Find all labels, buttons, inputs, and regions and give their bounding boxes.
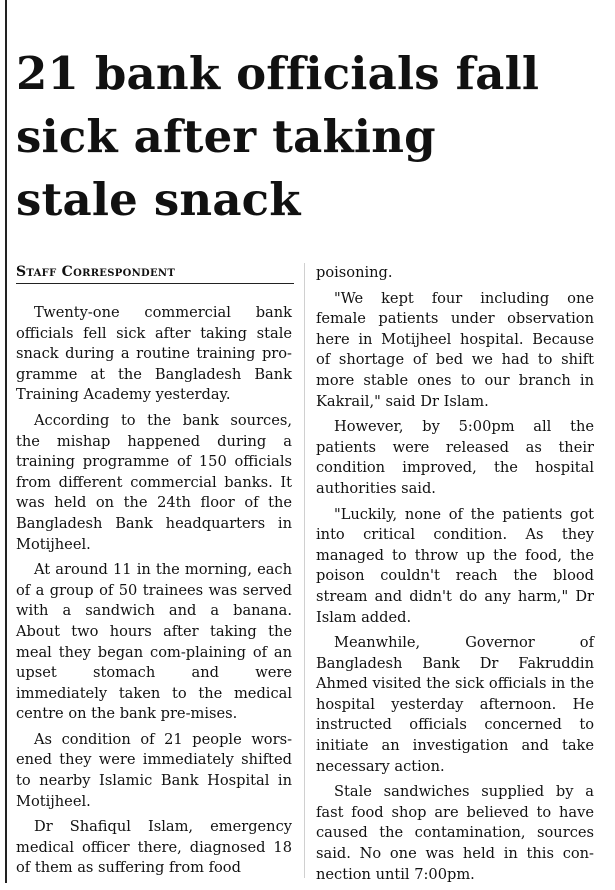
paragraph: "We kept four including one female patients under observation here in Motijheel hospital. Because of shortage of bed we had to shift more stable ones to our branch in Kakrail," said Dr Islam. <box>316 289 594 410</box>
paragraph: However, by 5:00pm all the patients were released as their condition improved, the hospital authorities said. <box>316 418 594 497</box>
paragraph: Twenty-one commercial bank officials fell sick after taking stale snack during a routine training pro-gramme at the Bangladesh Bank Training Academy yesterday. <box>16 304 292 404</box>
right-column <box>316 263 594 890</box>
paragraph: At around 11 in the morning, each of a group of 50 trainees was served with a sandwich and a banana. About two hours after taking the meal they began com-plaining of an upset stomach and were immediately taken to the medical centre on the bank pre-mises. <box>16 561 292 723</box>
paragraph: Meanwhile, Governor of Bangladesh Bank Dr Fakruddin Ahmed visited the sick officials in the hospital yesterday afternoon. He instructed officials concerned to initiate an investigation and take necessary action. <box>316 634 594 775</box>
byline: Staff Correspondent <box>16 263 294 284</box>
paragraph: "Luckily, none of the patients got into critical condition. As they managed to throw up the food, the poison couldn't reach the blood stream and didn't do any harm," Dr Islam added. <box>316 505 594 626</box>
paragraph: Stale sandwiches supplied by a fast food shop are believed to have caused the contamination, sources said. No one was held in this con-nection until 7:00pm. <box>316 783 594 883</box>
headline-line-2: sick after taking <box>16 110 436 163</box>
headline-line-3: stale snack <box>16 173 301 226</box>
headline <box>16 42 612 231</box>
paragraph-continuation: poisoning. <box>316 264 393 281</box>
paragraph: According to the bank sources, the mishap happened during a training programme of 150 officials from different commercial banks. It was held on the 24th floor of the Bangladesh Bank headquarters in Motijheel. <box>16 411 292 553</box>
left-column <box>16 303 292 884</box>
column-rule <box>5 0 7 883</box>
paragraph: As condition of 21 people wors-ened they were immediately shifted to nearby Islamic Bank Hospital in Motijheel. <box>16 730 292 810</box>
headline-line-1: 21 bank officials fall <box>16 47 540 100</box>
paragraph: Dr Shafiqul Islam, emergency medical officer there, diagnosed 18 of them as suffering from food <box>16 818 292 877</box>
column-divider <box>304 263 305 878</box>
